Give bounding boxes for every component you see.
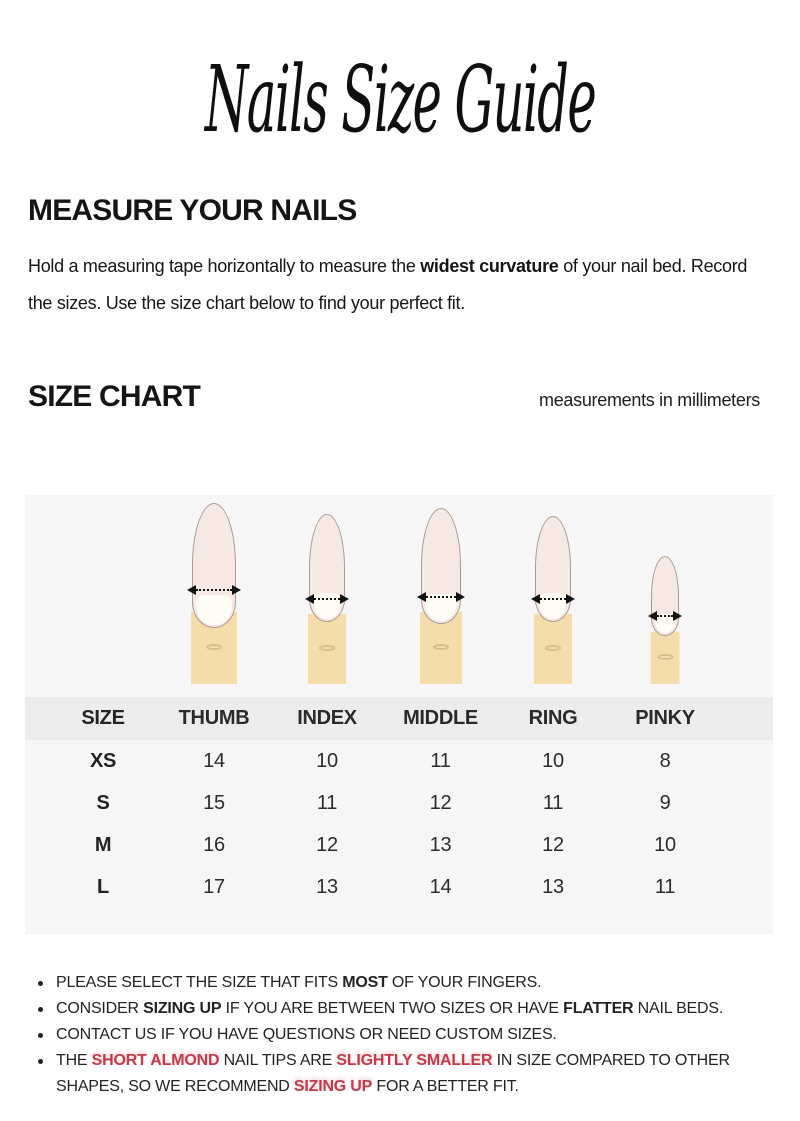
- bullet-dot-icon: [38, 1059, 43, 1064]
- cell-thumb: 14: [203, 749, 225, 772]
- finger-cell-index: [270, 512, 384, 684]
- nail-tip: [192, 503, 236, 628]
- cell-index: 10: [316, 749, 338, 772]
- table-header-strip: [25, 697, 773, 740]
- header-cell-thumb: THUMB: [178, 707, 250, 729]
- nails-size-guide-page: [0, 46, 800, 1121]
- cell-size-label: L: [97, 875, 109, 898]
- cell-thumb: 16: [203, 833, 225, 856]
- note-segment-red: SHORT ALMOND: [91, 1052, 220, 1069]
- cell-size-label: M: [94, 833, 112, 856]
- finger-illustration-ring: [534, 514, 572, 684]
- cell-index: 12: [316, 833, 338, 856]
- finger-cell-ring: [497, 514, 609, 684]
- cell-middle: 12: [429, 791, 452, 814]
- note-item: [38, 996, 770, 1022]
- cell-ring: 11: [542, 791, 564, 814]
- note-segment-bold: SIZING UP: [143, 1000, 222, 1017]
- table-row-l: [25, 866, 721, 908]
- note-segment-red: SIZING UP: [293, 1078, 373, 1095]
- finger-illustration-pinky: [651, 551, 680, 684]
- cell-pinky: 10: [654, 833, 676, 856]
- finger-illustration-thumb: [191, 501, 237, 684]
- cell-pinky: 8: [659, 749, 671, 772]
- note-segment-bold: FLATTER: [563, 1000, 634, 1017]
- note-segment: FOR A BETTER FIT.: [372, 1078, 519, 1095]
- paragraph-segment: of your nail bed. Record the sizes. Use the size chart below to find your perfect fit.: [28, 256, 748, 313]
- table-row-s: [25, 782, 721, 824]
- cell-ring: 12: [542, 833, 564, 856]
- finger-skin: [534, 614, 572, 684]
- note-text: [56, 996, 723, 1022]
- cell-index: 11: [316, 791, 338, 814]
- note-segment: IN SIZE COMPARED TO OTHER SHAPES, SO WE RECOMMEND: [56, 1052, 730, 1095]
- note-segment: PLEASE SELECT THE SIZE THAT FITS: [56, 974, 343, 991]
- finger-cell-thumb: [158, 501, 270, 684]
- finger-illustration-middle: [420, 506, 462, 684]
- header-cell-middle: MIDDLE: [403, 707, 478, 729]
- page-title: Nails Size Guide: [204, 46, 596, 153]
- measure-your-nails-heading: MEASURE YOUR NAILS: [28, 194, 357, 227]
- note-segment: OF YOUR FINGERS.: [387, 974, 542, 991]
- cell-ring: 10: [542, 749, 564, 772]
- nail-tip: [421, 508, 461, 624]
- size-chart-header-row: [28, 380, 760, 414]
- cell-index: 13: [316, 875, 338, 898]
- finger-cell-pinky: [609, 551, 721, 684]
- width-arrow-icon: [187, 585, 241, 595]
- knuckle-crease: [206, 644, 222, 650]
- nail-tip: [309, 514, 345, 622]
- note-item: [38, 1022, 770, 1048]
- note-segment: NAIL TIPS ARE: [219, 1052, 337, 1069]
- bullet-dot-icon: [38, 981, 43, 986]
- note-item: [38, 1048, 770, 1100]
- note-segment: IF YOU ARE BETWEEN TWO SIZES OR HAVE: [221, 1000, 564, 1017]
- finger-skin: [651, 632, 680, 684]
- paragraph-segment-bold: widest curvature: [420, 256, 559, 276]
- size-chart-block: [25, 495, 773, 934]
- cell-ring: 13: [542, 875, 564, 898]
- header-cell-ring: RING: [528, 707, 578, 729]
- note-text: [56, 1022, 557, 1048]
- finger-cell-middle: [384, 506, 497, 684]
- bullet-dot-icon: [38, 1033, 43, 1038]
- cell-size-label: S: [96, 791, 110, 814]
- bullet-dot-icon: [38, 1007, 43, 1012]
- knuckle-crease: [433, 644, 449, 650]
- width-arrow-icon: [531, 594, 575, 604]
- note-text: [56, 970, 541, 996]
- size-chart-heading: SIZE CHART: [28, 380, 201, 413]
- header-cell-pinky: PINKY: [635, 707, 695, 729]
- measure-instructions-paragraph: [28, 248, 760, 322]
- note-item: [38, 970, 770, 996]
- table-header-row: [25, 697, 721, 740]
- header-cell-index: INDEX: [297, 707, 357, 729]
- notes-list: [38, 970, 770, 1100]
- finger-illustrations-row: [25, 495, 721, 697]
- finger-illustration-index: [308, 512, 346, 684]
- width-arrow-icon: [417, 592, 465, 602]
- note-segment: NAIL BEDS.: [633, 1000, 724, 1017]
- width-arrow-icon: [648, 611, 682, 621]
- unit-note: measurements in millimeters: [539, 390, 760, 410]
- note-segment-red: SLIGHTLY SMALLER: [336, 1052, 493, 1069]
- cell-middle: 13: [429, 833, 452, 856]
- knuckle-crease: [545, 645, 561, 651]
- cell-thumb: 17: [203, 875, 225, 898]
- cell-pinky: 11: [654, 875, 676, 898]
- cell-middle: 11: [430, 749, 451, 772]
- note-segment: THE: [56, 1052, 92, 1069]
- table-row-m: [25, 824, 721, 866]
- cell-size-label: XS: [89, 749, 117, 772]
- finger-skin: [308, 614, 346, 684]
- note-segment-bold: MOST: [342, 974, 388, 991]
- cell-pinky: 9: [659, 791, 671, 814]
- table-row-xs: [25, 740, 721, 782]
- nail-tip: [651, 556, 679, 636]
- note-segment: CONSIDER: [56, 1000, 144, 1017]
- paragraph-segment: Hold a measuring tape horizontally to measure the: [28, 256, 421, 276]
- cell-thumb: 15: [203, 791, 225, 814]
- knuckle-crease: [657, 654, 673, 660]
- note-text: [56, 1048, 770, 1100]
- note-segment: CONTACT US IF YOU HAVE QUESTIONS OR NEED CUSTOM SIZES.: [56, 1026, 557, 1043]
- cell-middle: 14: [429, 875, 452, 898]
- width-arrow-icon: [305, 594, 349, 604]
- header-cell-size: SIZE: [81, 707, 125, 729]
- knuckle-crease: [319, 645, 335, 651]
- nail-free-edge: [196, 595, 232, 625]
- nail-tip: [535, 516, 571, 622]
